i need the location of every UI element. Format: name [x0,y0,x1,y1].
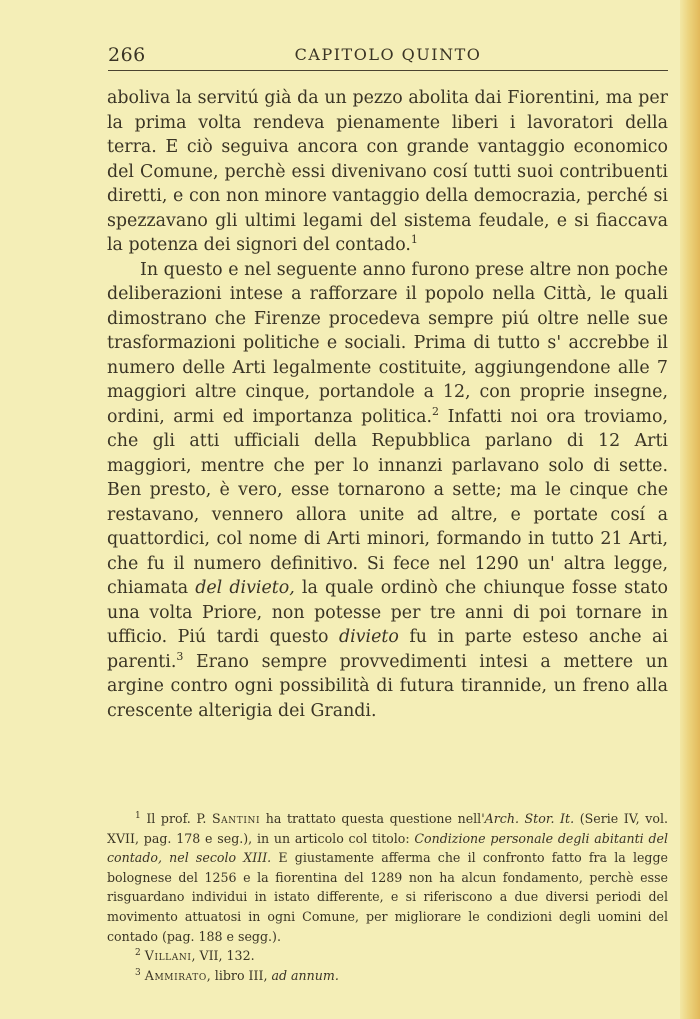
paragraph-text: aboliva la servitú già da un pezzo abolita dai Fiorentini, ma per la prima volta rendeva pienamente liberi i lavoratori della terra. E ciò seguiva ancora con grande vantaggio economico del Comune, perchè essi divenivano cosí tutti suoi contribuenti diretti, e con non minore vantaggio della democrazia, perché si spezzavano gli ultimi legami del sistema feudale, e si fiaccava la potenza dei signori del contado. [107,88,668,255]
author-name: Ammirato [144,967,207,983]
footnote [107,809,668,946]
paragraph-text: fu in parte esteso anche ai parenti. [107,627,668,672]
footnote-ref: 2 [432,404,440,418]
header-rule [108,70,668,71]
running-title: CAPITOLO QUINTO [294,45,482,64]
footnote-ref: 3 [176,649,184,663]
paragraph-text: la quale ordinò che chiunque fosse stato una volta Priore, non potesse per tre anni di poi tornare in ufficio. Piú tardi questo [107,578,668,647]
paragraph-text: In questo e nel seguente anno furono prese altre non poche deliberazioni intese a rafforzare il popolo nella Città, le quali dimostrano che Firenze procedeva sempre piú oltre nelle sue trasformazioni politiche e sociali. Prima di tutto s' accrebbe il numero delle Arti legalmente costituite, aggiungendone alle 7 maggiori altre cinque, portandole a 12, con proprie insegne, ordini, armi ed importanza politica. [107,259,668,427]
footnote-ref: 1 [410,233,418,247]
italic-term: ad annum. [271,967,339,983]
footnote-text: (Serie IV, vol. XVII, pag. 178 e seg.), in un articolo col titolo: [107,811,668,846]
footnote-text: Il prof. P. [140,811,212,826]
article-title: Condizione personale degli abitanti del contado, nel secolo XIII. [107,830,668,866]
author-name: Santini [211,811,261,826]
page-number: 266 [108,44,146,66]
footnote-number: 1 [135,810,141,821]
footnotes [107,809,668,985]
footnote [107,946,668,966]
footnote-text: , libro III, [206,967,272,983]
paragraph-text: Infatti noi ora troviamo, che gli atti ufficiali della Repubblica parlano di 12 Arti maggiori, mentre che per lo innanzi parlavano solo di sette. Ben presto, è vero, esse tornarono a sette; ma le cinque che restavano, vennero allora unite ad altre, e portate cosí a quattordici, col nome di Arti minori, formando in tutto 21 Arti, che fu il numero definitivo. Si fece nel 1290 un' altra legge, chiamata [107,406,668,598]
footnote-text: E giustamente afferma che il confronto fatto fra la legge bolognese del 1256 e la fiorentina del 1289 non ha alcun fondamento, perchè esse risguardano individui in istato differente, e si riferiscono a due diversi periodi del movimento attuatosi in ogni Comune, per migliorare le condizioni degli uomini del contado (pag. 188 e segg.). [107,850,668,944]
author-name: Villani [144,948,192,964]
footnote [107,966,668,986]
italic-term: divieto [338,627,399,647]
footnote-number: 2 [135,947,141,958]
footnote-text: , VII, 132. [191,948,255,964]
footnote-number: 3 [135,967,141,978]
paragraph [107,258,668,724]
body-text [107,86,668,723]
footnote-text: ha trattato questa questione nell' [260,811,485,826]
italic-term: del divieto, [195,578,295,598]
page-header [108,44,668,72]
paragraph [107,86,668,258]
paragraph-text: Erano sempre provvedimenti intesi a mettere un argine contro ogni possibilità di futura tirannide, un freno alla crescente alterigia dei Grandi. [107,651,668,721]
journal-title: Arch. Stor. It. [484,811,575,826]
